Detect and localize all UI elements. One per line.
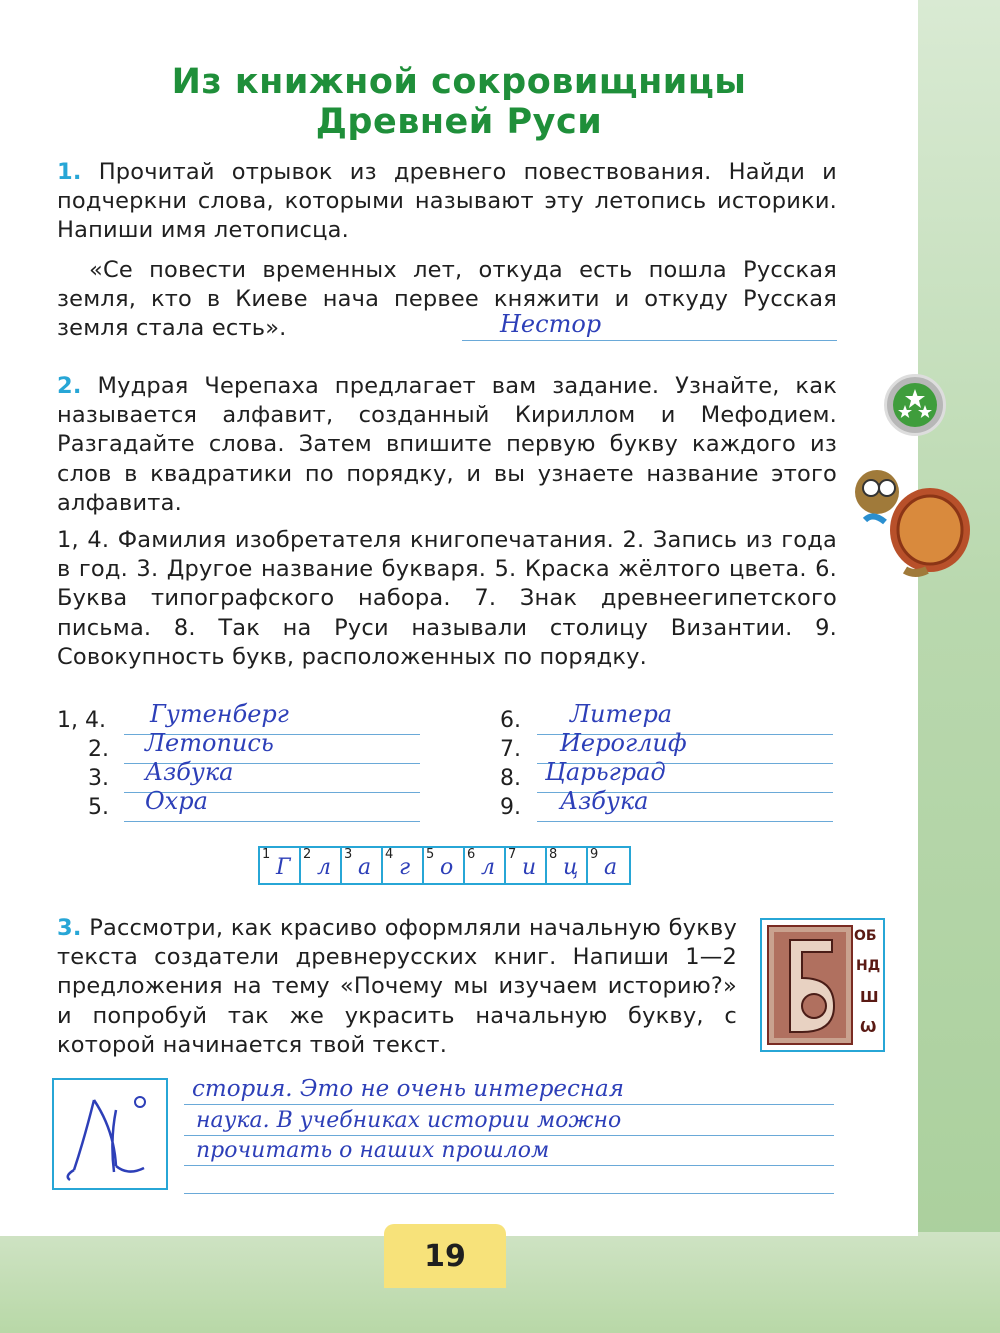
task1-answer[interactable]: Нестор xyxy=(500,310,602,338)
initial-drawing-frame[interactable] xyxy=(52,1078,168,1190)
task3-instructions xyxy=(57,914,737,1060)
initial-text-4: Ѡ xyxy=(860,1018,877,1036)
answer-value[interactable]: Литера xyxy=(570,700,673,728)
essay-text-line[interactable]: наука. В учебниках истории можно xyxy=(196,1108,622,1133)
task3-text: Рассмотри, как красиво оформляли начальную букву текста создатели древнерусских книг. Напиши 1—2 предложения на тему «Почему мы изучаем историю?» и попробуй так же украсить начальную букву, с которой начинается твой текст. xyxy=(57,915,737,1058)
answer-value[interactable]: Охра xyxy=(145,787,208,815)
task2-number: 2. xyxy=(57,373,82,399)
letter-box[interactable] xyxy=(424,848,465,883)
box-letter: л xyxy=(317,855,332,880)
answer-value[interactable]: Азбука xyxy=(560,787,649,815)
answer-value[interactable]: Летопись xyxy=(145,729,274,757)
box-letter: о xyxy=(440,855,454,880)
task1-text: Прочитай отрывок из древнего повествования. Найди и подчеркни слова, которыми называют эту летопись историки. Напиши имя летописца. xyxy=(57,159,837,244)
essay-line xyxy=(184,1135,834,1136)
answer-value[interactable]: Иероглиф xyxy=(560,729,687,757)
initial-text-3: Ш xyxy=(860,988,879,1006)
star-cluster-icon xyxy=(893,383,937,427)
box-index: 3 xyxy=(344,847,353,862)
box-index: 8 xyxy=(549,847,558,862)
answer-label: 1, 4. xyxy=(57,708,106,733)
answer-label: 8. xyxy=(500,766,521,791)
answer-value[interactable]: Царьград xyxy=(545,758,666,786)
letter-box[interactable] xyxy=(588,848,629,883)
essay-text-line[interactable]: прочитать о наших прошлом xyxy=(196,1138,550,1163)
answer-label: 6. xyxy=(500,708,521,733)
box-index: 4 xyxy=(385,847,394,862)
difficulty-badge xyxy=(884,374,946,436)
answer-label: 7. xyxy=(500,737,521,762)
right-margin-strip xyxy=(918,0,1000,1333)
box-letter: Г xyxy=(276,855,291,880)
answer-line xyxy=(124,821,420,822)
answer-label: 9. xyxy=(500,795,521,820)
box-letter: г xyxy=(399,855,411,880)
answer-value[interactable]: Гутенберг xyxy=(150,700,289,728)
letter-box[interactable] xyxy=(301,848,342,883)
box-letter: ц xyxy=(563,855,579,880)
task2-clues: 1, 4. Фамилия изобретателя книгопечатания. 2. Запись из года в год. 3. Другое название букваря. 5. Краска жёлтого цвета. 6. Буква типографского набора. 7. Знак древнеегипетского письма. 8. Так на Руси называли столицу Византии. 9. Совокупность букв, расположенных по порядку. xyxy=(57,527,837,670)
essay-text-line[interactable]: стория. Это не очень интересная xyxy=(192,1076,625,1102)
box-index: 9 xyxy=(590,847,599,862)
essay-line xyxy=(184,1165,834,1166)
hand-drawn-initial-icon xyxy=(54,1080,166,1188)
letter-box[interactable] xyxy=(383,848,424,883)
answer-label: 5. xyxy=(88,795,109,820)
box-index: 1 xyxy=(262,847,271,862)
letter-box[interactable] xyxy=(547,848,588,883)
letter-box[interactable] xyxy=(260,848,301,883)
answer-label: 3. xyxy=(88,766,109,791)
alphabet-answer-boxes xyxy=(258,846,631,885)
box-letter: л xyxy=(481,855,496,880)
essay-line xyxy=(184,1193,834,1194)
task1-instructions xyxy=(57,158,837,246)
page-title-line2: Древней Руси xyxy=(315,102,603,142)
box-index: 6 xyxy=(467,847,476,862)
letter-box[interactable] xyxy=(342,848,383,883)
initial-text-2: НД xyxy=(856,958,881,974)
task1-quote: «Се повести временных лет, откуда есть пошла Русская земля, кто в Киеве нача первее княжити и откуду Русская земля стала есть». xyxy=(57,257,837,342)
task1-answer-line xyxy=(462,340,837,341)
box-index: 2 xyxy=(303,847,312,862)
task3-number: 3. xyxy=(57,915,82,941)
task2-text: Мудрая Черепаха предлагает вам задание. Узнайте, как называется алфавит, созданный Кириллом и Мефодием. Разгадайте слова. Затем впишите первую букву каждого из слов в квадратики по порядку, и вы узнаете название этого алфавита. xyxy=(57,373,837,516)
answer-line xyxy=(537,821,833,822)
task2-instructions xyxy=(57,372,837,518)
decorated-initial-image xyxy=(760,918,885,1052)
essay-line xyxy=(184,1104,834,1105)
box-letter: а xyxy=(604,855,618,880)
box-letter: и xyxy=(522,855,537,880)
page-number: 19 xyxy=(384,1224,506,1288)
answer-label: 2. xyxy=(88,737,109,762)
letter-box[interactable] xyxy=(465,848,506,883)
letter-box[interactable] xyxy=(506,848,547,883)
box-index: 5 xyxy=(426,847,435,862)
turtle-mascot-icon xyxy=(845,450,975,580)
page-title-line1: Из книжной сокровищницы xyxy=(171,62,747,102)
task1-number: 1. xyxy=(57,159,82,185)
answer-value[interactable]: Азбука xyxy=(145,758,234,786)
box-letter: а xyxy=(358,855,372,880)
initial-text-1: ОБ xyxy=(854,928,877,944)
box-index: 7 xyxy=(508,847,517,862)
